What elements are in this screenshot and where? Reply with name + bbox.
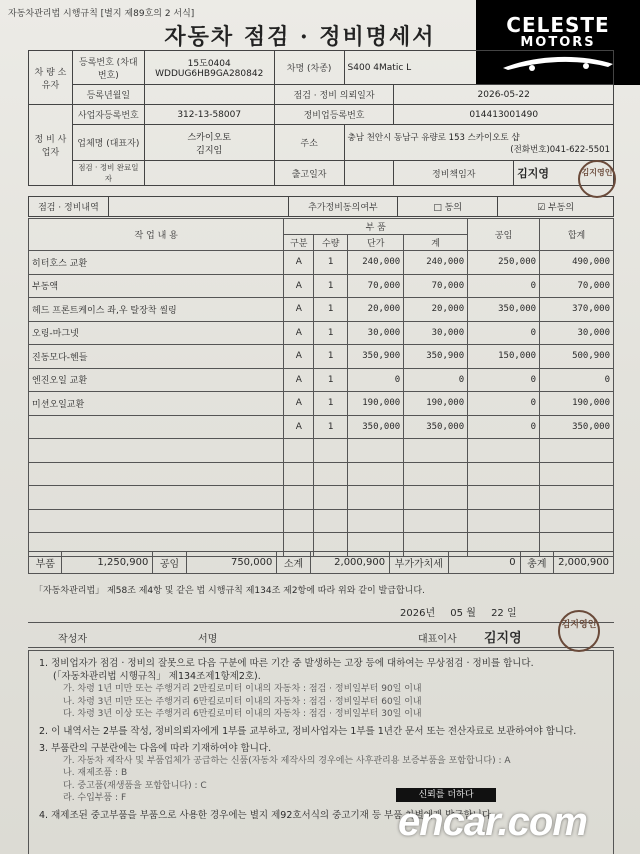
item-labor: 0: [468, 415, 540, 439]
shop-rep: 김지임: [196, 145, 223, 156]
ceo-stamp: 김지영인: [558, 610, 600, 652]
item-name: 진동모다-헨들: [29, 345, 284, 369]
item-sum: 70,000: [404, 274, 468, 298]
item-sum: 350,900: [404, 345, 468, 369]
item-name: 미션오일교환: [29, 392, 284, 416]
item-labor: 0: [468, 368, 540, 392]
header-work: 작 업 내 용: [29, 219, 284, 251]
item-sum: 350,000: [404, 415, 468, 439]
info-table: [28, 50, 614, 186]
biz-no-value: 312-13-58007: [144, 105, 274, 125]
note-1-ga: 가. 차령 1년 미만 또는 주행거리 2만킬로미터 이내의 자동차 : 점검 · 정비일부터 90일 이내: [63, 684, 422, 694]
empty-cell: [314, 439, 348, 463]
item-type: A: [284, 415, 314, 439]
extra-work-label: 추가정비동의여부: [288, 197, 398, 217]
item-type: A: [284, 321, 314, 345]
item-name: 헤드 프론트케이스 좌,우 탈장착 씰링: [29, 298, 284, 322]
item-unit: 240,000: [348, 251, 404, 275]
empty-cell: [468, 509, 540, 533]
shop-name-value: [144, 125, 274, 161]
empty-cell: [314, 462, 348, 486]
subtotal-label: 소계: [277, 552, 310, 574]
empty-cell: [314, 486, 348, 510]
item-labor: 0: [468, 274, 540, 298]
table-row: [29, 298, 614, 322]
item-total: 70,000: [540, 274, 614, 298]
subtotal-value: 2,000,900: [310, 552, 389, 574]
item-sum: 30,000: [404, 321, 468, 345]
item-labor: 0: [468, 321, 540, 345]
item-sum: 0: [404, 368, 468, 392]
item-total: 350,000: [540, 415, 614, 439]
vat-label: 부가가치세: [390, 552, 449, 574]
item-qty: 1: [314, 251, 348, 275]
note-3-da: 다. 중고품(재생품을 포함합니다) : C: [63, 780, 207, 791]
phone-text: (전화번호)041-622-5501: [510, 144, 610, 155]
item-type: A: [284, 251, 314, 275]
item-qty: 1: [314, 345, 348, 369]
logo-line1: CELESTE: [506, 13, 610, 37]
item-name: [29, 415, 284, 439]
empty-row: [29, 462, 614, 486]
table-row: [29, 274, 614, 298]
item-type: A: [284, 298, 314, 322]
item-labor: 0: [468, 392, 540, 416]
signature-row: [28, 622, 614, 648]
empty-cell: [468, 462, 540, 486]
model-label: 차명 (차종): [274, 51, 344, 85]
sign-label: 서명: [198, 634, 218, 645]
header-sum: 계: [404, 235, 468, 251]
address-value: [344, 125, 613, 161]
empty-cell: [540, 439, 614, 463]
work-detail-label: 점검 · 정비내역: [29, 197, 109, 217]
empty-cell: [29, 486, 284, 510]
items-body: [29, 251, 614, 557]
item-qty: 1: [314, 321, 348, 345]
vin-number: WDDUG6HB9GA280842: [155, 69, 264, 79]
biz-no-label: 사업자등록번호: [72, 105, 144, 125]
issue-month: 05 월: [450, 608, 476, 619]
table-row: [29, 368, 614, 392]
note-3: 3. 부품란의 구분란에는 다음에 따라 기재하여야 합니다.: [39, 742, 272, 754]
parts-total-value: 1,250,900: [62, 552, 153, 574]
item-sum: 240,000: [404, 251, 468, 275]
note-1b: (「자동차관리법 시행규칙」 제134조제1항제2호).: [53, 671, 261, 682]
note-1-da: 다. 차령 3년 이상 또는 주행거리 6만킬로미터 이내의 자동차 : 점검 · 정비일부터 30일 이내: [63, 709, 422, 719]
table-row: [29, 251, 614, 275]
manager-value: 김지영: [514, 161, 614, 186]
table-row: [29, 392, 614, 416]
empty-cell: [404, 462, 468, 486]
complete-date-label: 점검 · 정비 완료일자: [72, 161, 144, 186]
empty-cell: [404, 509, 468, 533]
empty-cell: [284, 509, 314, 533]
writer-label: 작성자: [58, 634, 87, 645]
model-value: S400 4Matic L: [344, 51, 613, 85]
address-text: 충남 천안시 동남구 유량로 153 스카이오토 샵: [347, 132, 520, 143]
item-total: 490,000: [540, 251, 614, 275]
header-labor: 공임: [468, 219, 540, 251]
repair-reg-value: 014413001490: [394, 105, 614, 125]
empty-cell: [404, 439, 468, 463]
item-unit: 30,000: [348, 321, 404, 345]
note-1: 1. 정비업자가 점검 · 정비의 잘못으로 다음 구분에 따른 기간 중 발생하는 고장 등에 대하여는 무상점검 · 정비를 합니다.: [39, 658, 534, 669]
form-code: 자동차관리법 시행규칙 [별지 제89호의 2 서식]: [8, 9, 195, 19]
disagree-checkbox[interactable]: ☑ 부동의: [498, 197, 614, 217]
item-labor: 150,000: [468, 345, 540, 369]
item-type: A: [284, 345, 314, 369]
labor-total-label: 공임: [153, 552, 186, 574]
totals-table: [28, 551, 614, 574]
items-table: [28, 218, 614, 557]
request-date-label: 점검 · 정비 의뢰일자: [274, 85, 394, 105]
note-4: 4. 재제조된 중고부품을 부품으로 사용한 경우에는 별지 제92호서식의 중고기재 등 부품 차별에게 발급합니다.: [39, 809, 495, 821]
empty-cell: [540, 509, 614, 533]
item-unit: 350,000: [348, 415, 404, 439]
request-date-value: 2026-05-22: [394, 85, 614, 105]
item-unit: 20,000: [348, 298, 404, 322]
empty-row: [29, 509, 614, 533]
reg-no-value: [144, 51, 274, 85]
empty-cell: [29, 439, 284, 463]
item-labor: 350,000: [468, 298, 540, 322]
ceo-name: 김지영: [484, 631, 522, 646]
shop-name-label: 업체명 (대표자): [72, 125, 144, 161]
labor-total-value: 750,000: [186, 552, 277, 574]
item-qty: 1: [314, 415, 348, 439]
vat-value: 0: [448, 552, 520, 574]
empty-row: [29, 439, 614, 463]
item-type: A: [284, 392, 314, 416]
item-unit: 0: [348, 368, 404, 392]
header-qty: 수량: [314, 235, 348, 251]
complete-date-value: [144, 161, 274, 186]
first-reg-value: [144, 85, 274, 105]
work-row: [28, 196, 614, 217]
work-detail-value: [108, 197, 288, 217]
document-title: 자동차 점검 · 정비명세서: [164, 24, 436, 50]
address-label: 주소: [274, 125, 344, 161]
empty-cell: [348, 439, 404, 463]
note-3-na: 나. 재제조품 : B: [63, 768, 128, 778]
item-qty: 1: [314, 368, 348, 392]
item-name: 오링-마그넷: [29, 321, 284, 345]
table-row: [29, 345, 614, 369]
item-qty: 1: [314, 298, 348, 322]
empty-cell: [29, 462, 284, 486]
header-type: 구분: [284, 235, 314, 251]
shop-name: 스카이오토: [187, 132, 231, 143]
empty-cell: [284, 486, 314, 510]
header-unit: 단가: [348, 235, 404, 251]
item-unit: 70,000: [348, 274, 404, 298]
plate-number: 15도0404: [187, 59, 231, 69]
shop-stamp: 김지영인: [578, 160, 616, 198]
parts-total-label: 부품: [29, 552, 62, 574]
item-unit: 350,900: [348, 345, 404, 369]
item-total: 30,000: [540, 321, 614, 345]
item-sum: 20,000: [404, 298, 468, 322]
empty-cell: [29, 509, 284, 533]
empty-cell: [468, 439, 540, 463]
item-name: 엔진오일 교환: [29, 368, 284, 392]
empty-cell: [348, 486, 404, 510]
empty-cell: [284, 462, 314, 486]
header-total: 합계: [540, 219, 614, 251]
empty-cell: [314, 509, 348, 533]
empty-cell: [404, 486, 468, 510]
item-total: 190,000: [540, 392, 614, 416]
empty-cell: [540, 486, 614, 510]
legal-statement: 「자동차관리법」 제58조 제4항 및 같은 법 시행규칙 제134조 제2항에 따라 위와 같이 발급합니다.: [34, 586, 425, 596]
grand-total-label: 총계: [520, 552, 554, 574]
item-qty: 1: [314, 392, 348, 416]
note-1-na: 나. 차령 3년 미만 또는 주행거리 6만킬로미터 이내의 자동차 : 점검 · 정비일부터 60일 이내: [63, 696, 422, 707]
empty-row: [29, 486, 614, 510]
issue-date: [400, 604, 529, 619]
item-labor: 250,000: [468, 251, 540, 275]
grand-total-value: 2,000,900: [554, 552, 614, 574]
item-total: 0: [540, 368, 614, 392]
watermark-tag: 신뢰를 더하다: [396, 788, 496, 802]
empty-cell: [284, 439, 314, 463]
manager-label: 정비책임자: [394, 161, 514, 186]
issue-day: 22 일: [491, 608, 517, 619]
agree-checkbox[interactable]: □ 동의: [398, 197, 498, 217]
item-unit: 190,000: [348, 392, 404, 416]
release-date-value: [344, 161, 394, 186]
ceo-label: 대표이사: [418, 634, 457, 645]
item-total: 500,900: [540, 345, 614, 369]
issue-year: 2026년: [400, 608, 436, 619]
owner-section-label: 차 량 소유자: [29, 51, 73, 105]
shop-section-label: 정 비 사업자: [29, 105, 73, 186]
release-date-label: 출고일자: [274, 161, 344, 186]
empty-cell: [540, 462, 614, 486]
item-name: 부동액: [29, 274, 284, 298]
watermark-text: encar.com: [398, 800, 587, 844]
note-3-ga: 가. 자동차 제작사 및 부품업체가 공급하는 신품(자동차 제작사의 경우에는 사후관리용 보증부품을 포함합니다) : A: [63, 755, 511, 766]
first-reg-label: 등록년월일: [72, 85, 144, 105]
table-row: [29, 321, 614, 345]
empty-cell: [348, 462, 404, 486]
empty-cell: [468, 486, 540, 510]
item-type: A: [284, 274, 314, 298]
empty-cell: [348, 509, 404, 533]
note-3-ra: 라. 수입부품 : F: [63, 793, 127, 803]
item-total: 370,000: [540, 298, 614, 322]
item-type: A: [284, 368, 314, 392]
reg-no-label: 등록번호 (차대번호): [72, 51, 144, 85]
item-sum: 190,000: [404, 392, 468, 416]
note-2: 2. 이 내역서는 2부를 작성, 정비의뢰자에게 1부를 교부하고, 정비사업자는 1부를 1년간 문서 또는 전산자료로 보관하여야 합니다.: [39, 725, 577, 737]
header-parts: 부 품: [284, 219, 468, 235]
logo-line2: MOTORS: [520, 35, 596, 50]
table-row: [29, 415, 614, 439]
item-name: 히터호스 교환: [29, 251, 284, 275]
item-qty: 1: [314, 274, 348, 298]
repair-reg-label: 정비업등록번호: [274, 105, 394, 125]
